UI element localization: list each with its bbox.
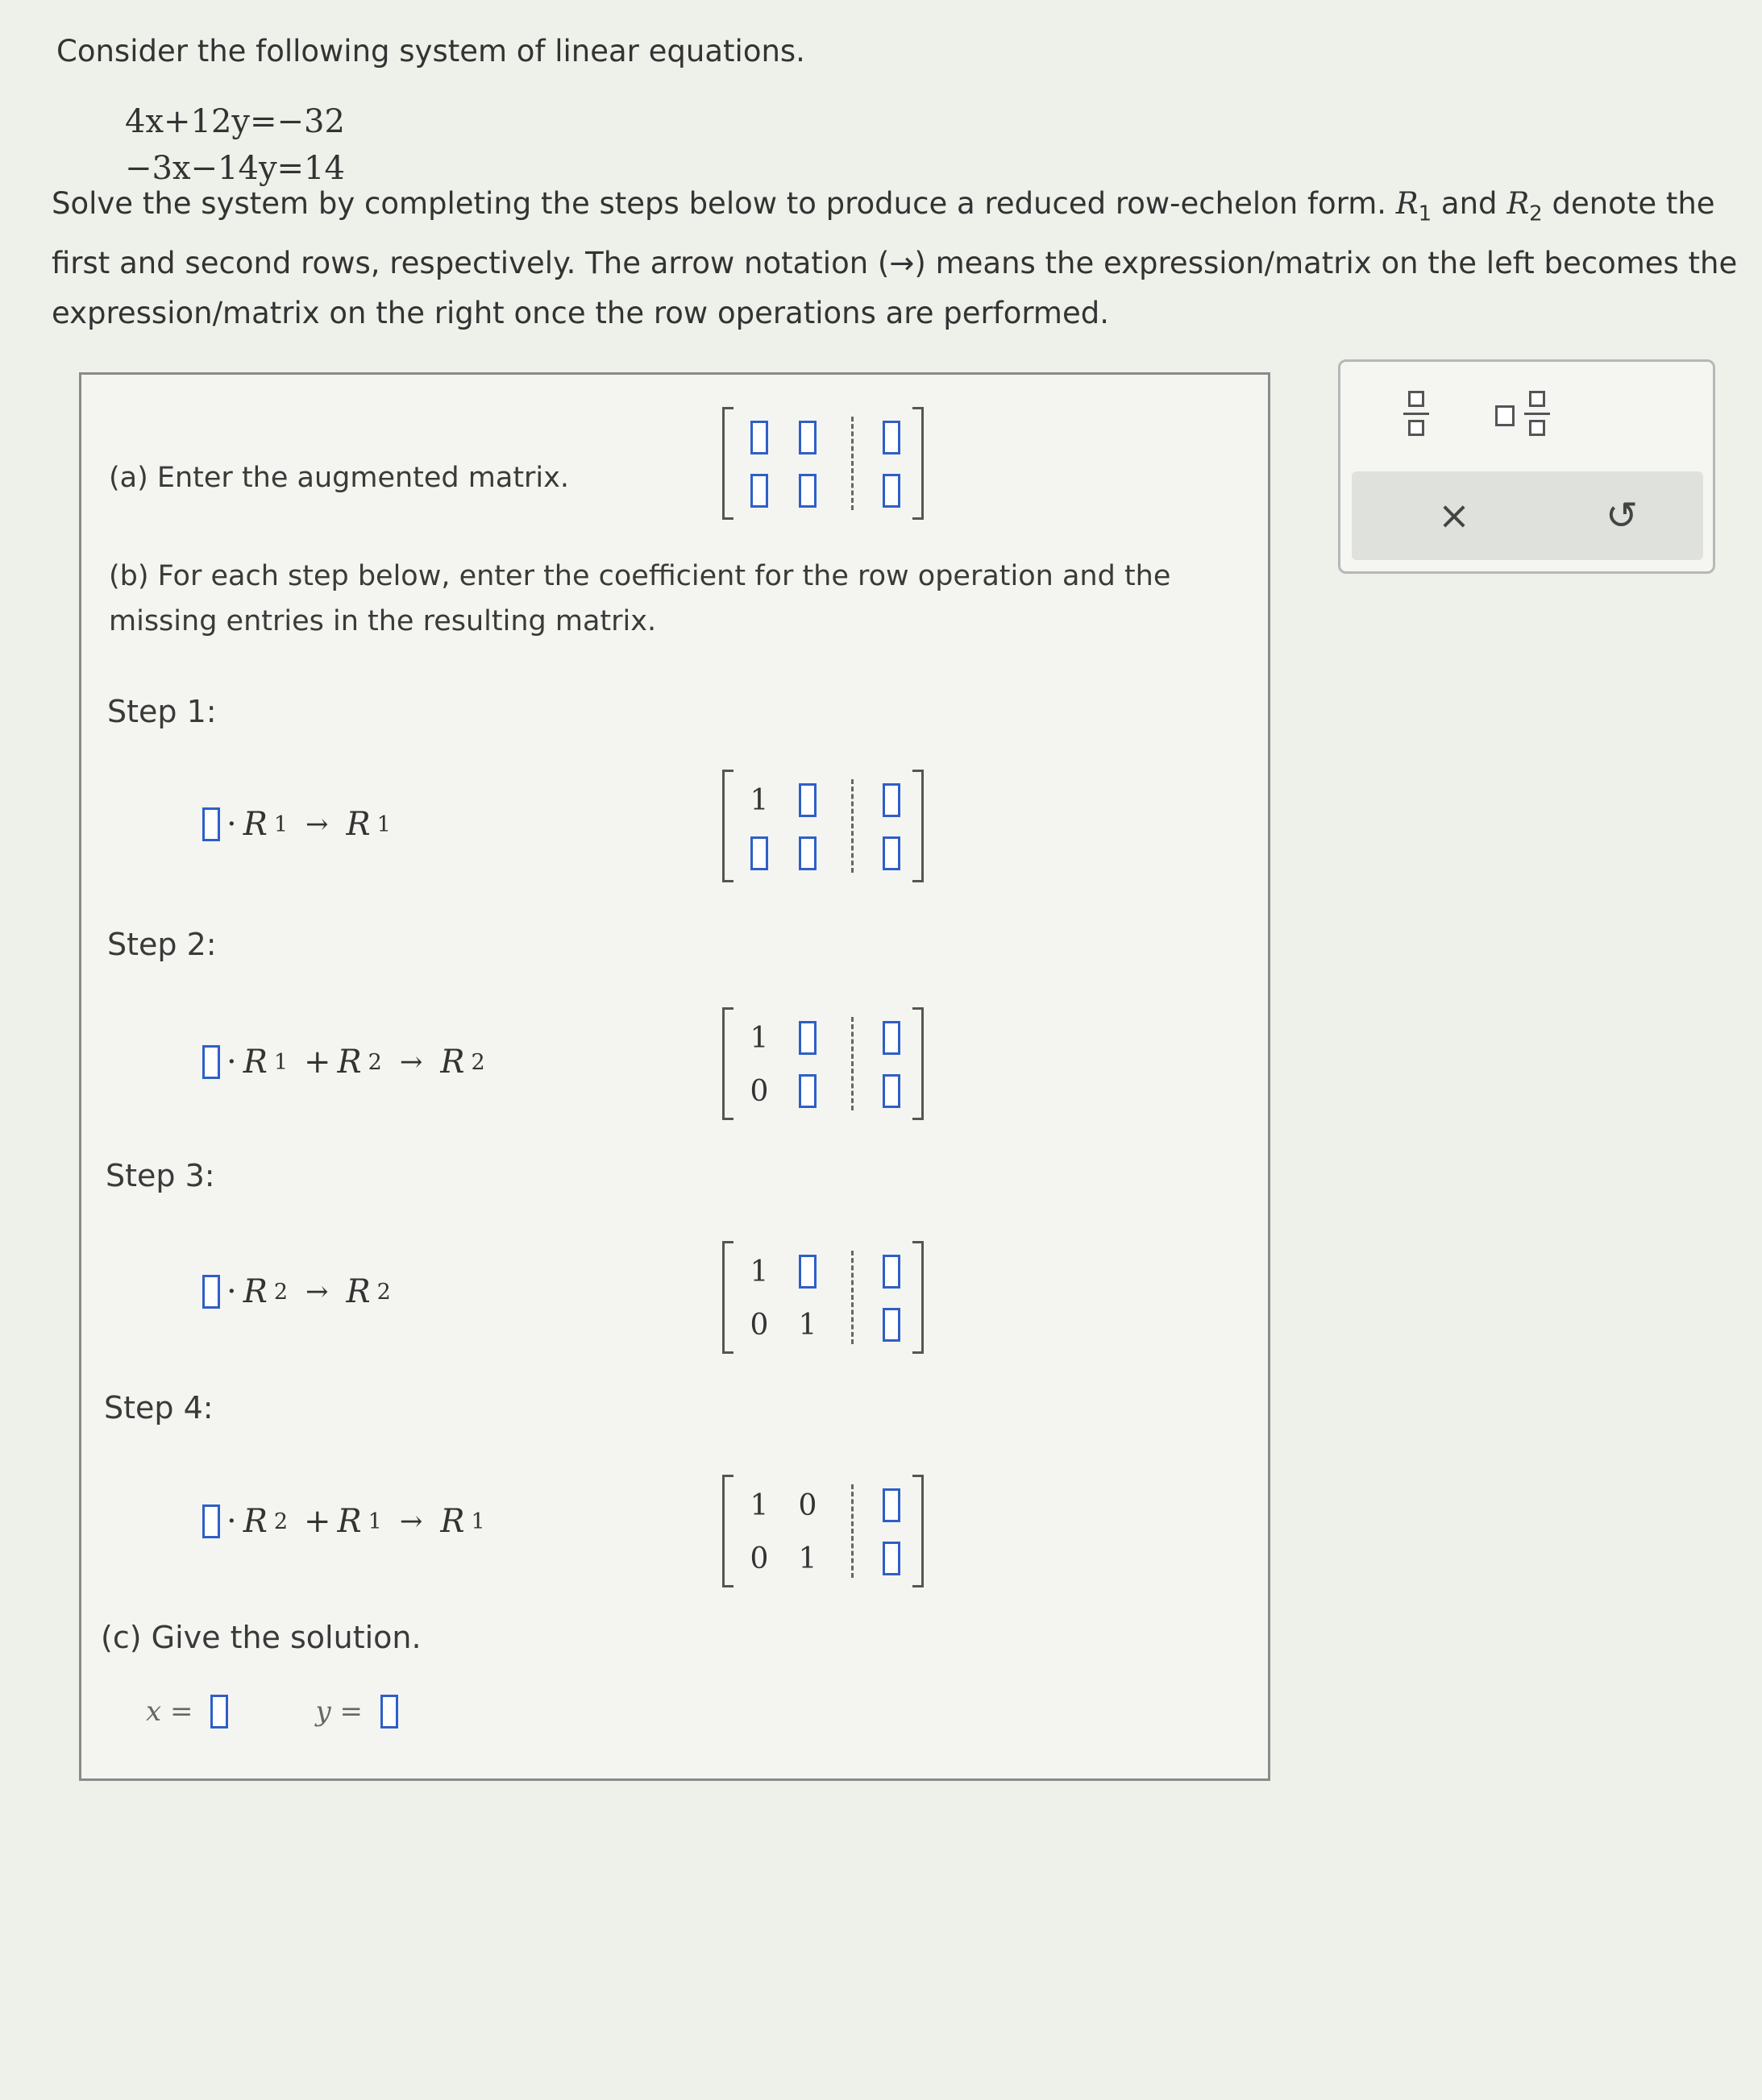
matrix-a-r1c3-input[interactable] bbox=[883, 421, 900, 454]
step-4-matrix-r1c3-input[interactable] bbox=[883, 1488, 900, 1522]
step-3-matrix-r2c2-value: 1 bbox=[798, 1308, 817, 1342]
step-1-matrix-cell bbox=[875, 831, 908, 876]
step-2-matrix bbox=[722, 1007, 924, 1120]
step-1-matrix-r2c1-input[interactable] bbox=[750, 836, 768, 870]
x-label: x = bbox=[146, 1695, 193, 1728]
step-1-matrix-cell bbox=[792, 831, 824, 876]
step-2-matrix-r1c3-input[interactable] bbox=[883, 1021, 900, 1055]
step-2-matrix-r2c1-value: 0 bbox=[750, 1074, 769, 1108]
matrix-a-r1c1-input[interactable] bbox=[750, 421, 768, 454]
step-1-coefficient-input[interactable] bbox=[202, 807, 220, 841]
step-3-matrix-cell bbox=[875, 1249, 908, 1294]
step-3-matrix-r1c3-input[interactable] bbox=[883, 1255, 900, 1289]
step-1-matrix-cell bbox=[743, 831, 775, 876]
mixed-number-icon[interactable] bbox=[1494, 386, 1566, 447]
step-2-matrix-r2c2-input[interactable] bbox=[799, 1074, 817, 1108]
step-2-matrix-r1c1-value: 1 bbox=[750, 1021, 769, 1055]
equation-system bbox=[125, 98, 345, 192]
step-2-matrix-r2c3-input[interactable] bbox=[883, 1074, 900, 1108]
step-4-title: Step 4: bbox=[104, 1390, 214, 1426]
step-1-matrix bbox=[722, 770, 924, 882]
math-toolbar bbox=[1338, 359, 1715, 574]
matrix-a-cell bbox=[792, 415, 824, 460]
matrix-a-r2c3-input[interactable] bbox=[883, 474, 900, 508]
step-2-title: Step 2: bbox=[107, 927, 217, 962]
step-4-matrix-r1c1-value: 1 bbox=[750, 1488, 769, 1522]
step-3-operation: · R 2 → R 2 bbox=[202, 1273, 391, 1310]
y-label: y = bbox=[315, 1695, 363, 1728]
step-2-matrix-r1c2-input[interactable] bbox=[799, 1021, 817, 1055]
step-1-operation: · R 1 → R 1 bbox=[202, 806, 391, 843]
step-1-title: Step 1: bbox=[107, 694, 217, 729]
step-3-matrix-cell bbox=[792, 1249, 824, 1294]
instructions: Solve the system by completing the steps below to produce a reduced row-echelon form. $R_1$ and $R_2$ denote the first and second rows, respectively. The arrow notation (→) means the expression/matrix on the left becomes the expression/matrix on the right once the row operations are performed. bbox=[52, 186, 1738, 331]
matrix-a-r2c2-input[interactable] bbox=[799, 474, 817, 508]
step-2-matrix-cell bbox=[792, 1015, 824, 1060]
step-2-matrix-cell bbox=[875, 1015, 908, 1060]
step-1-matrix-cell bbox=[875, 778, 908, 823]
step-1-matrix-r2c2-input[interactable] bbox=[799, 836, 817, 870]
fraction-icon[interactable] bbox=[1394, 386, 1442, 447]
step-4-matrix-r2c2-value: 1 bbox=[798, 1542, 817, 1575]
step-3-matrix-r2c1-value: 0 bbox=[750, 1308, 769, 1342]
part-b-label: (b) For each step below, enter the coefficient for the row operation and the missing entries in the resulting matrix. bbox=[109, 560, 1171, 637]
step-1-matrix-r2c3-input[interactable] bbox=[883, 836, 900, 870]
step-3-matrix bbox=[722, 1241, 924, 1354]
step-4-matrix-cell bbox=[875, 1536, 908, 1581]
undo-button[interactable]: ↺ bbox=[1605, 493, 1639, 538]
step-3-coefficient-input[interactable] bbox=[202, 1275, 220, 1309]
solution-row bbox=[146, 1695, 398, 1729]
step-2-matrix-cell bbox=[875, 1069, 908, 1114]
step-2-coefficient-input[interactable] bbox=[202, 1045, 220, 1079]
step-1-matrix-r1c1-value: 1 bbox=[750, 783, 769, 817]
step-4-matrix bbox=[722, 1475, 924, 1587]
clear-button[interactable]: × bbox=[1437, 493, 1471, 538]
augmented-matrix-input bbox=[722, 407, 924, 520]
step-3-title: Step 3: bbox=[106, 1158, 215, 1193]
step-3-matrix-cell bbox=[875, 1302, 908, 1347]
equation-2: −3x−14y=14 bbox=[125, 150, 345, 187]
step-1-matrix-cell bbox=[792, 778, 824, 823]
matrix-a-cell bbox=[743, 415, 775, 460]
step-4-matrix-r1c2-value: 0 bbox=[798, 1488, 817, 1522]
matrix-a-r2c1-input[interactable] bbox=[750, 474, 768, 508]
part-c-label: (c) Give the solution. bbox=[101, 1620, 422, 1655]
step-1-matrix-r1c2-input[interactable] bbox=[799, 783, 817, 817]
toolbar-actions bbox=[1352, 471, 1703, 560]
step-4-matrix-cell bbox=[875, 1483, 908, 1528]
step-3-matrix-r1c1-value: 1 bbox=[750, 1255, 769, 1289]
x-solution-input[interactable] bbox=[210, 1695, 228, 1729]
step-2-operation: · R 1 + R 2 → R 2 bbox=[202, 1044, 485, 1081]
answer-panel bbox=[79, 372, 1270, 1781]
step-3-matrix-r1c2-input[interactable] bbox=[799, 1255, 817, 1289]
part-a-label: (a) Enter the augmented matrix. bbox=[109, 462, 569, 494]
problem-intro: Consider the following system of linear equations. bbox=[56, 34, 805, 68]
matrix-a-cell bbox=[875, 415, 908, 460]
step-4-matrix-r2c1-value: 0 bbox=[750, 1542, 769, 1575]
equation-1: 4x+12y=−32 bbox=[125, 103, 345, 140]
step-4-matrix-r2c3-input[interactable] bbox=[883, 1542, 900, 1575]
step-4-operation: · R 2 + R 1 → R 1 bbox=[202, 1503, 485, 1540]
step-1-matrix-r1c3-input[interactable] bbox=[883, 783, 900, 817]
matrix-a-cell bbox=[792, 468, 824, 513]
matrix-a-r1c2-input[interactable] bbox=[799, 421, 817, 454]
matrix-a-cell bbox=[875, 468, 908, 513]
step-3-matrix-r2c3-input[interactable] bbox=[883, 1308, 900, 1342]
matrix-a-cell bbox=[743, 468, 775, 513]
step-4-coefficient-input[interactable] bbox=[202, 1504, 220, 1538]
y-solution-input[interactable] bbox=[380, 1695, 398, 1729]
step-2-matrix-cell bbox=[792, 1069, 824, 1114]
